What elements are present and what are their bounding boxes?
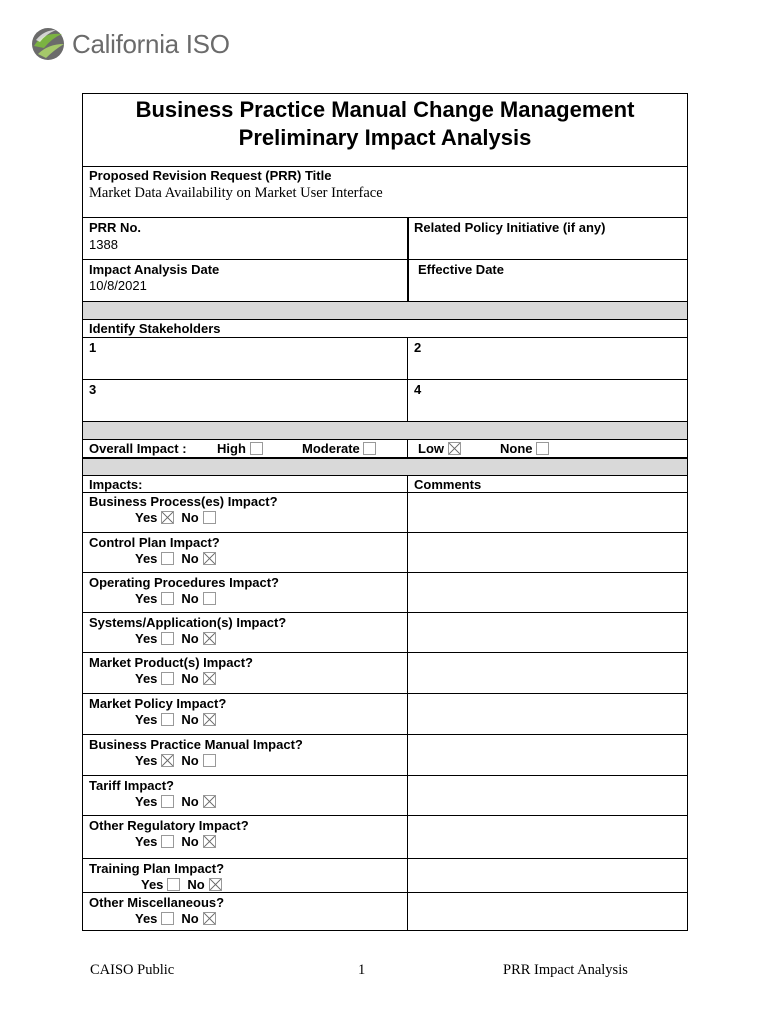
impact-row: [83, 652, 687, 693]
yes-checkbox[interactable]: [161, 795, 174, 808]
yes-label: Yes: [135, 911, 158, 926]
overall-impact-label: Overall Impact :: [89, 441, 187, 456]
stakeholders-label: Identify Stakeholders: [89, 321, 221, 336]
no-label: No: [181, 671, 199, 686]
stakeholders-header: [83, 319, 687, 337]
impact-row: [83, 815, 687, 858]
no-checkbox[interactable]: [203, 713, 216, 726]
overall-moderate-label: Moderate: [302, 441, 360, 456]
no-label: No: [181, 834, 199, 849]
yes-checkbox[interactable]: [161, 912, 174, 925]
impact-analysis-form: [82, 93, 688, 931]
impact-question: Systems/Application(s) Impact?: [89, 615, 287, 630]
impact-row: [83, 532, 687, 572]
no-checkbox[interactable]: [209, 878, 222, 891]
no-label: No: [181, 794, 199, 809]
california-iso-leaf-icon: [30, 26, 66, 62]
yes-label: Yes: [135, 712, 158, 727]
yes-label: Yes: [135, 551, 158, 566]
overall-none-checkbox[interactable]: [536, 442, 549, 455]
comment-cell[interactable]: [408, 859, 687, 892]
overall-low-label: Low: [418, 441, 444, 456]
prr-no-value: 1388: [89, 237, 118, 252]
impact-question: Market Product(s) Impact?: [89, 655, 253, 670]
overall-impact-row: [83, 439, 687, 457]
no-checkbox[interactable]: [203, 511, 216, 524]
yes-label: Yes: [135, 671, 158, 686]
comment-cell[interactable]: [408, 776, 687, 815]
impact-row: [83, 775, 687, 815]
comment-cell[interactable]: [408, 735, 687, 775]
comment-cell[interactable]: [408, 493, 687, 532]
yes-checkbox[interactable]: [161, 632, 174, 645]
comment-cell[interactable]: [408, 573, 687, 612]
footer-page-number: 1: [358, 962, 366, 978]
yes-label: Yes: [135, 591, 158, 606]
impact-date-value: 10/8/2021: [89, 278, 147, 293]
yes-checkbox[interactable]: [161, 754, 174, 767]
comment-cell[interactable]: [408, 893, 687, 930]
no-label: No: [181, 510, 199, 525]
yes-label: Yes: [135, 753, 158, 768]
comments-header: Comments: [414, 477, 482, 492]
yes-label: Yes: [135, 834, 158, 849]
impact-question: Tariff Impact?: [89, 778, 174, 793]
impacts-header: Impacts:: [89, 477, 143, 492]
comment-cell[interactable]: [408, 533, 687, 572]
no-checkbox[interactable]: [203, 795, 216, 808]
gray-divider-3: [83, 457, 687, 475]
overall-moderate-checkbox[interactable]: [363, 442, 376, 455]
impact-question: Other Regulatory Impact?: [89, 818, 249, 833]
comment-cell[interactable]: [408, 694, 687, 734]
yes-checkbox[interactable]: [167, 878, 180, 891]
comment-cell[interactable]: [408, 613, 687, 652]
impact-list: [83, 492, 687, 930]
yes-label: Yes: [135, 794, 158, 809]
impact-row: [83, 492, 687, 532]
no-label: No: [181, 551, 199, 566]
impact-row: [83, 612, 687, 652]
impact-date-row: [83, 259, 687, 301]
comment-cell[interactable]: [408, 816, 687, 858]
stakeholders-row-1: [83, 337, 687, 379]
no-checkbox[interactable]: [203, 592, 216, 605]
overall-none-label: None: [500, 441, 533, 456]
prr-no-label: PRR No.: [89, 220, 141, 235]
no-label: No: [181, 591, 199, 606]
no-label: No: [181, 631, 199, 646]
stakeholder-1: 1: [89, 340, 97, 355]
yes-checkbox[interactable]: [161, 835, 174, 848]
title-line-2: Preliminary Impact Analysis: [238, 125, 532, 150]
yes-checkbox[interactable]: [161, 713, 174, 726]
effective-date-label: Effective Date: [418, 262, 504, 277]
footer-right: PRR Impact Analysis: [503, 962, 628, 978]
stakeholder-4: 4: [414, 382, 422, 397]
impact-row: [83, 892, 687, 930]
form-title: [83, 94, 687, 166]
stakeholders-row-2: [83, 379, 687, 421]
no-label: No: [181, 753, 199, 768]
impact-question: Business Practice Manual Impact?: [89, 737, 303, 752]
impact-row: [83, 693, 687, 734]
impact-question: Training Plan Impact?: [89, 861, 225, 876]
no-checkbox[interactable]: [203, 835, 216, 848]
title-line-1: Business Practice Manual Change Management: [135, 97, 635, 122]
impact-row: [83, 734, 687, 775]
related-policy-label: Related Policy Initiative (if any): [414, 220, 606, 235]
no-label: No: [181, 911, 199, 926]
no-checkbox[interactable]: [203, 632, 216, 645]
yes-checkbox[interactable]: [161, 511, 174, 524]
yes-label: Yes: [135, 631, 158, 646]
yes-label: Yes: [141, 877, 164, 892]
prr-title-label: Proposed Revision Request (PRR) Title: [89, 168, 332, 183]
california-iso-logo: [30, 24, 230, 64]
prr-no-row: [83, 217, 687, 259]
impact-row: [83, 858, 687, 892]
no-label: No: [181, 712, 199, 727]
impact-question: Control Plan Impact?: [89, 535, 220, 550]
no-checkbox[interactable]: [203, 754, 216, 767]
prr-title-value: Market Data Availability on Market User Interface: [89, 185, 383, 201]
no-checkbox[interactable]: [203, 672, 216, 685]
gray-divider-1: [83, 301, 687, 319]
logo-text: California ISO: [72, 28, 230, 59]
yes-checkbox[interactable]: [161, 592, 174, 605]
stakeholder-2: 2: [414, 340, 422, 355]
impact-question: Operating Procedures Impact?: [89, 575, 279, 590]
impact-date-label: Impact Analysis Date: [89, 262, 220, 277]
overall-high-checkbox[interactable]: [250, 442, 263, 455]
yes-label: Yes: [135, 510, 158, 525]
impact-question: Other Miscellaneous?: [89, 895, 225, 910]
prr-title-row: [83, 166, 687, 217]
footer-left: CAISO Public: [90, 962, 175, 978]
comment-cell[interactable]: [408, 653, 687, 693]
yes-checkbox[interactable]: [161, 552, 174, 565]
impacts-header-row: [83, 475, 687, 492]
no-checkbox[interactable]: [203, 552, 216, 565]
yes-checkbox[interactable]: [161, 672, 174, 685]
no-label: No: [187, 877, 205, 892]
overall-high-label: High: [217, 441, 246, 456]
stakeholder-3: 3: [89, 382, 97, 397]
impact-question: Market Policy Impact?: [89, 696, 227, 711]
gray-divider-2: [83, 421, 687, 439]
impact-row: [83, 572, 687, 612]
overall-low-checkbox[interactable]: [448, 442, 461, 455]
no-checkbox[interactable]: [203, 912, 216, 925]
impact-question: Business Process(es) Impact?: [89, 494, 278, 509]
